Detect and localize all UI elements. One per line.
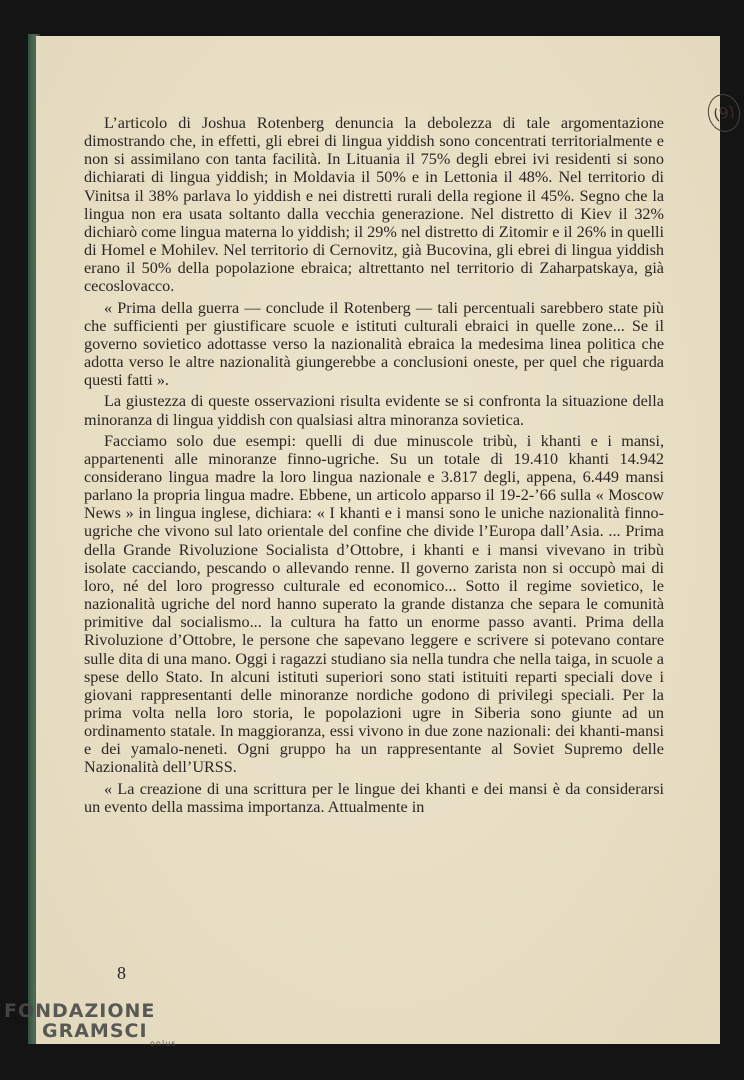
fondazione-gramsci-watermark bbox=[4, 1000, 176, 1048]
paragraph-3: La giustezza di queste osservazioni risulta evidente se si confronta la situazione della minoranza di lingua yiddish con qualsiasi altra minoranza sovietica. bbox=[84, 392, 664, 429]
paragraph-1: L’articolo di Joshua Rotenberg denuncia la debolezza di tale argomentazione dimostrando che, in effetti, gli ebrei di lingua yiddish sono concentrati territorialmente e non si assimilano con tanta facilità. In Lituania il 75% degli ebrei ivi residenti si sono dichiarati di lingua yiddish; in Moldavia il 50% e in Lettonia il 48%. Nel territorio di Vinitsa il 38% parlava lo yiddish e nei distretti rurali della regione il 45%. Segno che la lingua non era usata soltanto dalla vecchia generazione. Nel distretto di Kiev il 32% dichiarò come lingua materna lo yiddish; il 29% nel distretto di Zitomir e il 26% in quelli di Homel e Mohilev. Nel territorio di Cernovitz, già Bucovina, gli ebrei di lingua yiddish erano il 50% della popolazione ebraica; altrettanto nel territorio di Zaharpatskaya, già cecoslovacco. bbox=[84, 114, 664, 296]
paragraph-5: « La creazione di una scrittura per le lingue dei khanti e dei mansi è da considerarsi un evento della massima importanza. Attualmente in bbox=[84, 779, 664, 816]
paragraph-4: Facciamo solo due esempi: quelli di due minuscole tribù, i khanti e i mansi, appartenenti alle minoranze finno-ugriche. Su un totale di 19.410 khanti 14.942 considerano lingua madre la loro lingua nazionale e 3.817 degli, appena, 6.449 mansi parlano la propria lingua madre. Ebbene, un articolo apparso il 19-2-’66 sulla « Moscow News » in lingua inglese, dichiara: « I khanti e i mansi sono le uniche nazionalità finno-ugriche che vivono sul lato orientale del confine che divide l’Europa dall’Asia. ... Prima della Grande Rivoluzione Socialista d’Ottobre, i khanti e i mansi vivevano in tribù isolate cacciando, pescando o allevando renne. Il governo zarista non si occupò mai di loro, né del loro progresso culturale ed economico... Sotto il regime sovietico, le nazionalità ugriche del nord hanno superato la grande distanza che separa le comunità primitive dal socialismo... la cultura ha fatto un enorme passo avanti. Prima della Rivoluzione d’Ottobre, le persone che sapevano leggere e scrivere si potevano contare sulle dita di una mano. Oggi i ragazzi studiano sia nella tundra che nella taiga, in scuole a spese dello Stato. In alcuni istituti superiori sono stati istituiti reparti speciali dove i giovani rappresentanti delle minoranze nordiche godono di privilegi speciali. Per la prima volta nella loro storia, le popolazioni ugre in Siberia sono giunte ad un ordinamento statale. In maggioranza, essi vivono in due zone nazionali: dei khanti-mansi e dei yamalo-neneti. Ogni gruppo ha un rappresentante al Soviet Supremo delle Nazionalità dell’URSS. bbox=[84, 431, 664, 777]
paragraph-2: « Prima della guerra — conclude il Rotenberg — tali percentuali sarebbero state più che sufficienti per giustificare scuole e istituti culturali ebraici in quelle zone... Se il governo sovietico adottasse verso la nazionalità ebraica la medesima linea politica che adotta verso le altre nazionalità giungerebbe a conclusioni oneste, per quel che riguarda questi fatti ». bbox=[84, 298, 664, 390]
watermark-line-3: onlus bbox=[150, 1039, 177, 1048]
body-text bbox=[84, 114, 664, 819]
watermark-line-2: GRAMSCI bbox=[42, 1020, 148, 1042]
page-number: 8 bbox=[117, 963, 126, 983]
watermark-line-1: FONDAZIONE bbox=[4, 1000, 156, 1022]
handwritten-page-mark: (9) bbox=[704, 91, 743, 135]
